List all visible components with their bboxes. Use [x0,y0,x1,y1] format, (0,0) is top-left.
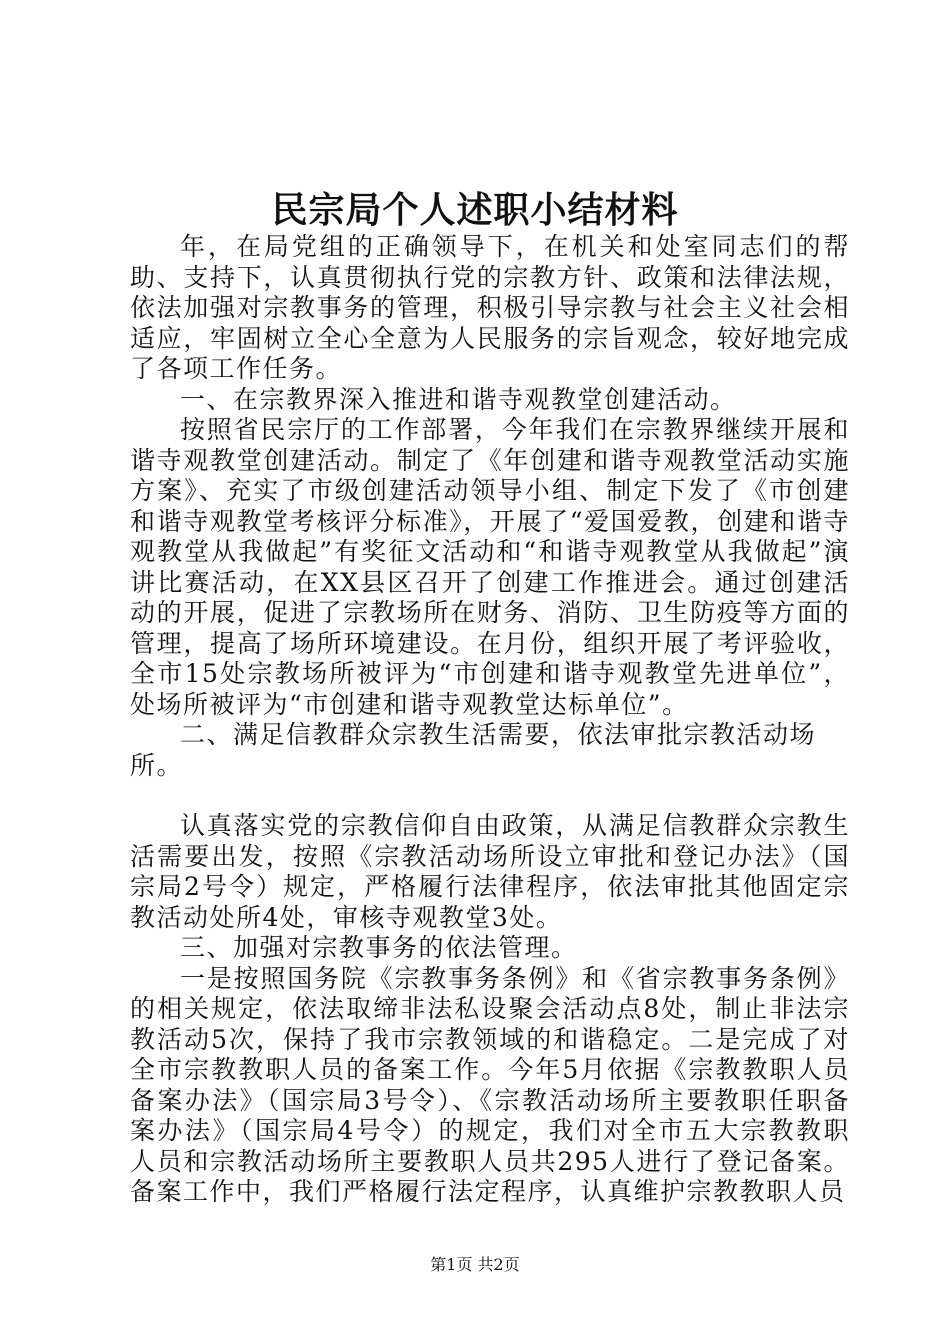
blank-line [130,781,850,811]
document-body [130,232,850,1208]
section-heading-1: 一、在宗教界深入推进和谐寺观教堂创建活动。 [180,384,737,414]
page-footer: 第1页 共2页 [430,1255,520,1274]
document-title: 民宗局个人述职小结材料 [271,189,679,231]
section-2-paragraph: 认真落实党的宗教信仰自由政策，从满足信教群众宗教生活需要出发，按照《宗教活动场所设立审批和登记办法》（国宗局2号令）规定，严格履行法律程序，依法审批其他固定宗教活动处所4处，审核寺观教堂3处。 [130,811,850,932]
intro-paragraph: 年，在局党组的正确领导下，在机关和处室同志们的帮助、支持下，认真贯彻执行党的宗教方针、政策和法律法规，依法加强对宗教事务的管理，积极引导宗教与社会主义社会相适应，牢固树立全心全意为人民服务的宗旨观念，较好地完成了各项工作任务。 [130,232,850,383]
section-heading-3: 三、加强对宗教事务的依法管理。 [180,933,578,962]
section-1-paragraph: 按照省民宗厅的工作部署，今年我们在宗教界继续开展和谐寺观教堂创建活动。制定了《年创建和谐寺观教堂活动实施方案》、充实了市级创建活动领导小组、制定下发了《市创建和谐寺观教堂考核评分标准》，开展了“爱国爱教，创建和谐寺观教堂从我做起”有奖征文活动和“和谐寺观教堂从我做起”演讲比赛活动，在XX县区召开了创建工作推进会。通过创建活动的开展，促进了宗教场所在财务、消防、卫生防疫等方面的管理，提高了场所环境建设。在月份，组织开展了考评验收，全市15处宗教场所被评为“市创建和谐寺观教堂先进单位”，处场所被评为“市创建和谐寺观教堂达标单位”。 [130,415,850,719]
section-3-paragraph: 一是按照国务院《宗教事务条例》和《省宗教事务条例》的相关规定，依法取缔非法私设聚会活动点8处，制止非法宗教活动5次，保持了我市宗教领域的和谐稳定。二是完成了对全市宗教教职人员的备案工作。今年5月依据《宗教教职人员备案办法》（国宗局3号令）、《宗教活动场所主要教职任职备案办法》（国宗局4号令）的规定，我们对全市五大宗教教职人员和宗教活动场所主要教职人员共295人进行了登记备案。备案工作中，我们严格履行法定程序，认真维护宗教教职人员 [130,963,850,1206]
section-heading-2: 二、满足信教群众宗教生活需要，依法审批宗教活动场所。 [130,720,817,780]
